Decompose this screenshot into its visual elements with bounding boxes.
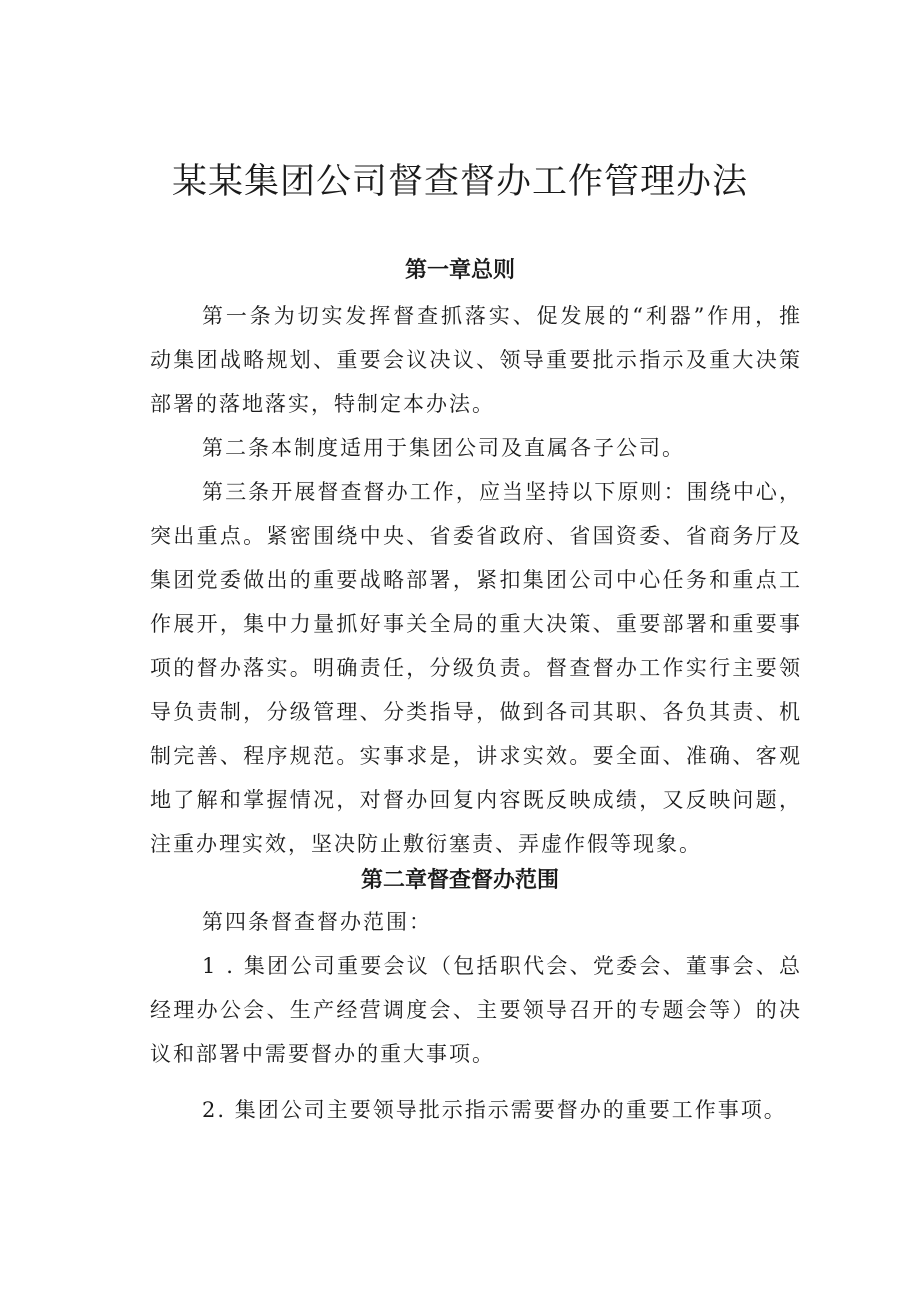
chapter-2-heading: 第二章督查督办范围 xyxy=(360,868,559,893)
article-4-item-1: 1 . 集团公司重要会议（包括职代会、党委会、董事会、总经理办公会、生产经营调度会、主要领导召开的专题会等）的决议和部署中需要督办的重大事项。 xyxy=(150,954,802,1066)
document-title: 某某集团公司督查督办工作管理办法 xyxy=(171,162,748,202)
chapter-1-heading: 第一章总则 xyxy=(404,258,515,283)
article-4: 第四条督查督办范围： xyxy=(202,910,432,934)
article-2: 第二条本制度适用于集团公司及直属各子公司。 xyxy=(202,436,685,460)
article-4-item-2: 2. 集团公司主要领导批示指示需要督办的重要工作事项。 xyxy=(202,1098,787,1122)
article-3: 第三条开展督查督办工作，应当坚持以下原则：围绕中心，突出重点。紧密围绕中央、省委省政府、省国资委、省商务厅及集团党委做出的重要战略部署，紧扣集团公司中心任务和重点工作展开，集中力量抓好事关全局的重大决策、重要部署和重要事项的督办落实。明确责任，分级负责。督查督办工作实行主要领导负责制，分级管理、分类指导，做到各司其职、各负其责、机制完善、程序规范。实事求是，讲求实效。要全面、准确、客观地了解和掌握情况，对督办回复内容既反映成绩，又反映问题，注重办理实效，坚决防止敷衍塞责、弄虚作假等现象。 xyxy=(150,480,802,856)
article-1: 第一条为切实发挥督查抓落实、促发展的“利器”作用，推动集团战略规划、重要会议决议、领导重要批示指示及重大决策部署的落地落实，特制定本办法。 xyxy=(150,304,802,416)
